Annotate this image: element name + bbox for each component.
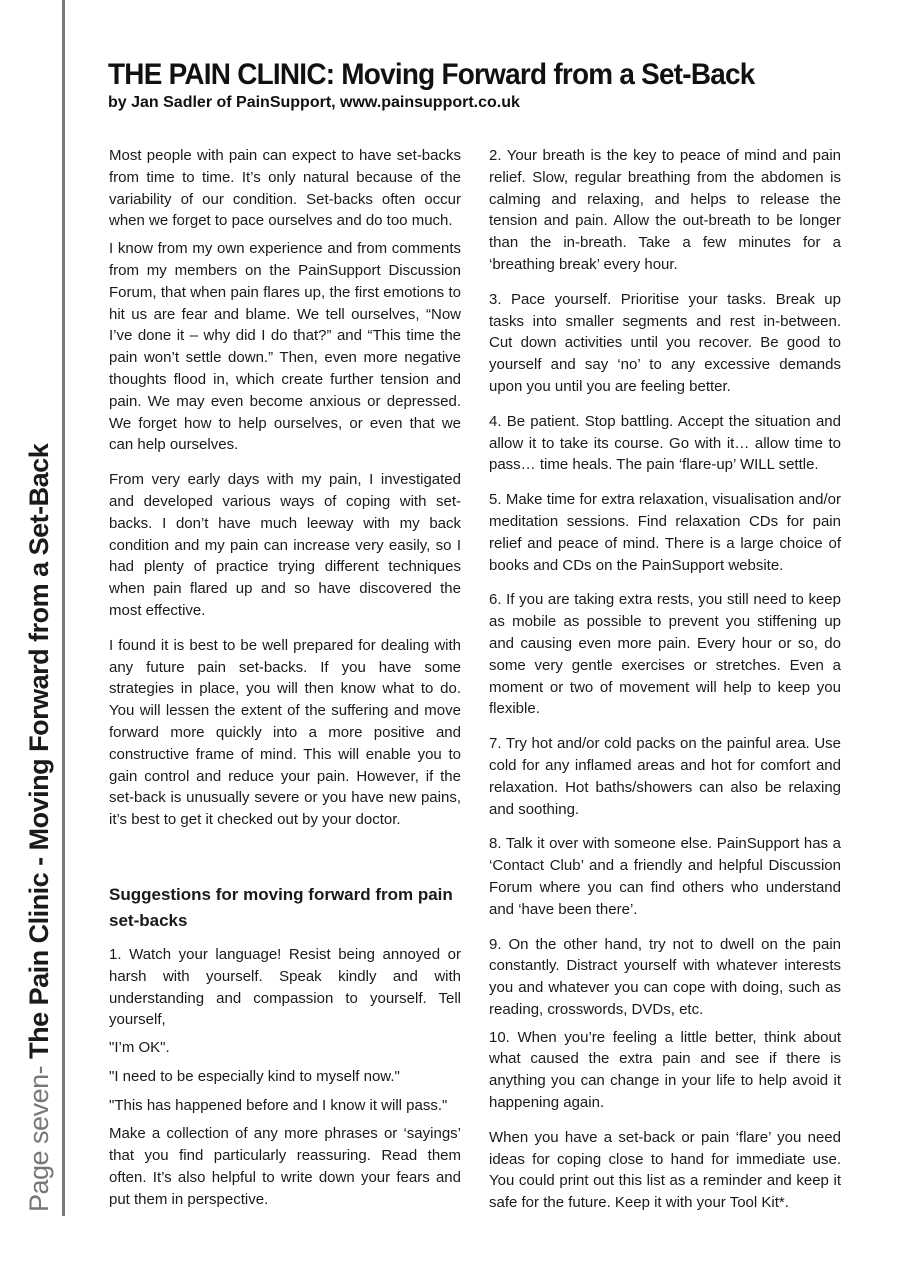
- left-column: [109, 145, 461, 1211]
- page-number-label: Page seven-: [24, 1058, 54, 1212]
- suggestion-item-4: 4. Be patient. Stop battling. Accept the situation and allow it to take its course. Go with it… allow time to pass… time heals. The pain ‘flare-up’ WILL settle.: [489, 412, 841, 474]
- suggestion-item-2: 2. Your breath is the key to peace of mind and pain relief. Slow, regular breathing from the abdomen is calming and relaxing, and helps to release the tension and pain. Allow the out-breath to be longer than the in-breath. Take a few minutes for a ‘breathing break’ every hour.: [489, 147, 841, 273]
- intro-paragraph-2: I know from my own experience and from comments from my members on the PainSupport Discussion Forum, that when pain flares up, the first emotions to hit us are fear and blame. We tell ourselves, “Now I’ve done it – why did I do that?” and “This time the pain won’t settle down.” Then, even more negative thoughts flood in, which create further tension and pain. We may even become anxious or depressed. We forget how to help ourselves, or even that we can help ourselves.: [109, 240, 461, 454]
- suggestion-item-6: 6. If you are taking extra rests, you still need to keep as mobile as possible to prevent you stiffening up and causing even more pain. Every hour or so, do some very gentle exercises or stretches. Even a moment or two of movement will help to keep you flexible.: [489, 591, 841, 718]
- suggestion-item-8: 8. Talk it over with someone else. PainSupport has a ‘Contact Club’ and a friendly and helpful Discussion Forum where you can find others who understand and ‘have been there’.: [489, 835, 841, 918]
- right-column: [489, 145, 841, 1214]
- suggestion-item-3: 3. Pace yourself. Prioritise your tasks. Break up tasks into smaller segments and rest in-between. Cut down activities until you recover. Be good to yourself and say ‘no’ to any excessive demands upon you until you are feeling better.: [489, 290, 841, 395]
- page-title: THE PAIN CLINIC: Moving Forward from a Set-Back: [108, 58, 755, 91]
- intro-paragraph-1: Most people with pain can expect to have set-backs from time to time. It’s only natural because of the variability of our condition. Set-backs often occur when we forget to pace ourselves and do too much.: [109, 147, 461, 230]
- suggestion-item-5: 5. Make time for extra relaxation, visualisation and/or meditation sessions. Find relaxation CDs for pain relief and peace of mind. There is a large choice of books and CDs on the PainSupport website.: [489, 491, 841, 574]
- suggestion-item-10: 10. When you’re feeling a little better, think about what caused the extra pain and see if there is anything you can change in your life to help avoid it happening again.: [489, 1028, 841, 1112]
- side-page-label: [22, 444, 56, 1212]
- intro-paragraph-3: From very early days with my pain, I investigated and developed various ways of coping with set-backs. I don’t have much leeway with my back condition and my pain can increase very easily, so I had plenty of practice trying different techniques when pain flared up and so have discovered the most effective.: [109, 471, 461, 619]
- quote-1: "I’m OK".: [109, 1039, 170, 1057]
- side-title: The Pain Clinic - Moving Forward from a Set-Back: [24, 443, 54, 1059]
- quote-3: "This has happened before and I know it will pass.": [109, 1096, 448, 1114]
- closing-paragraph-right: When you have a set-back or pain ‘flare’ you need ideas for coping close to hand for immediate use. You could print out this list as a reminder and keep it safe for the future. Keep it with your Tool Kit*.: [489, 1128, 841, 1212]
- byline: by Jan Sadler of PainSupport, www.painsupport.co.uk: [108, 94, 520, 111]
- suggestion-item-1: 1. Watch your language! Resist being annoyed or harsh with yourself. Speak kindly and with understanding and compassion to yourself. Tell yourself,: [109, 945, 461, 1029]
- suggestion-item-9: 9. On the other hand, try not to dwell on the pain constantly. Distract yourself with whatever interests you and whatever you can cope with doing, such as reading, crosswords, DVDs, etc.: [489, 935, 841, 1018]
- suggestion-item-7: 7. Try hot and/or cold packs on the painful area. Use cold for any inflamed areas and hot for comfort and relaxation. Hot baths/showers can also be relaxing and soothing.: [489, 735, 841, 818]
- intro-paragraph-4: I found it is best to be well prepared for dealing with any future pain set-backs. If you have some strategies in place, you will then know what to do. You will lessen the extent of the suffering and move forward more quickly into a more positive and constructive frame of mind. This will enable you to gain control and reduce your pain. However, if the set-back is unusually severe or you have new pains, it’s best to get it checked out by your doctor.: [109, 636, 461, 829]
- section-heading: Suggestions for moving forward from pain set-backs: [109, 884, 453, 930]
- quote-2: "I need to be especially kind to myself now.": [109, 1067, 400, 1085]
- vertical-rule: [62, 0, 65, 1216]
- closing-paragraph-left: Make a collection of any more phrases or ‘sayings’ that you find particularly reassuring. Read them often. It’s also helpful to write down your fears and put them in perspective.: [109, 1125, 461, 1208]
